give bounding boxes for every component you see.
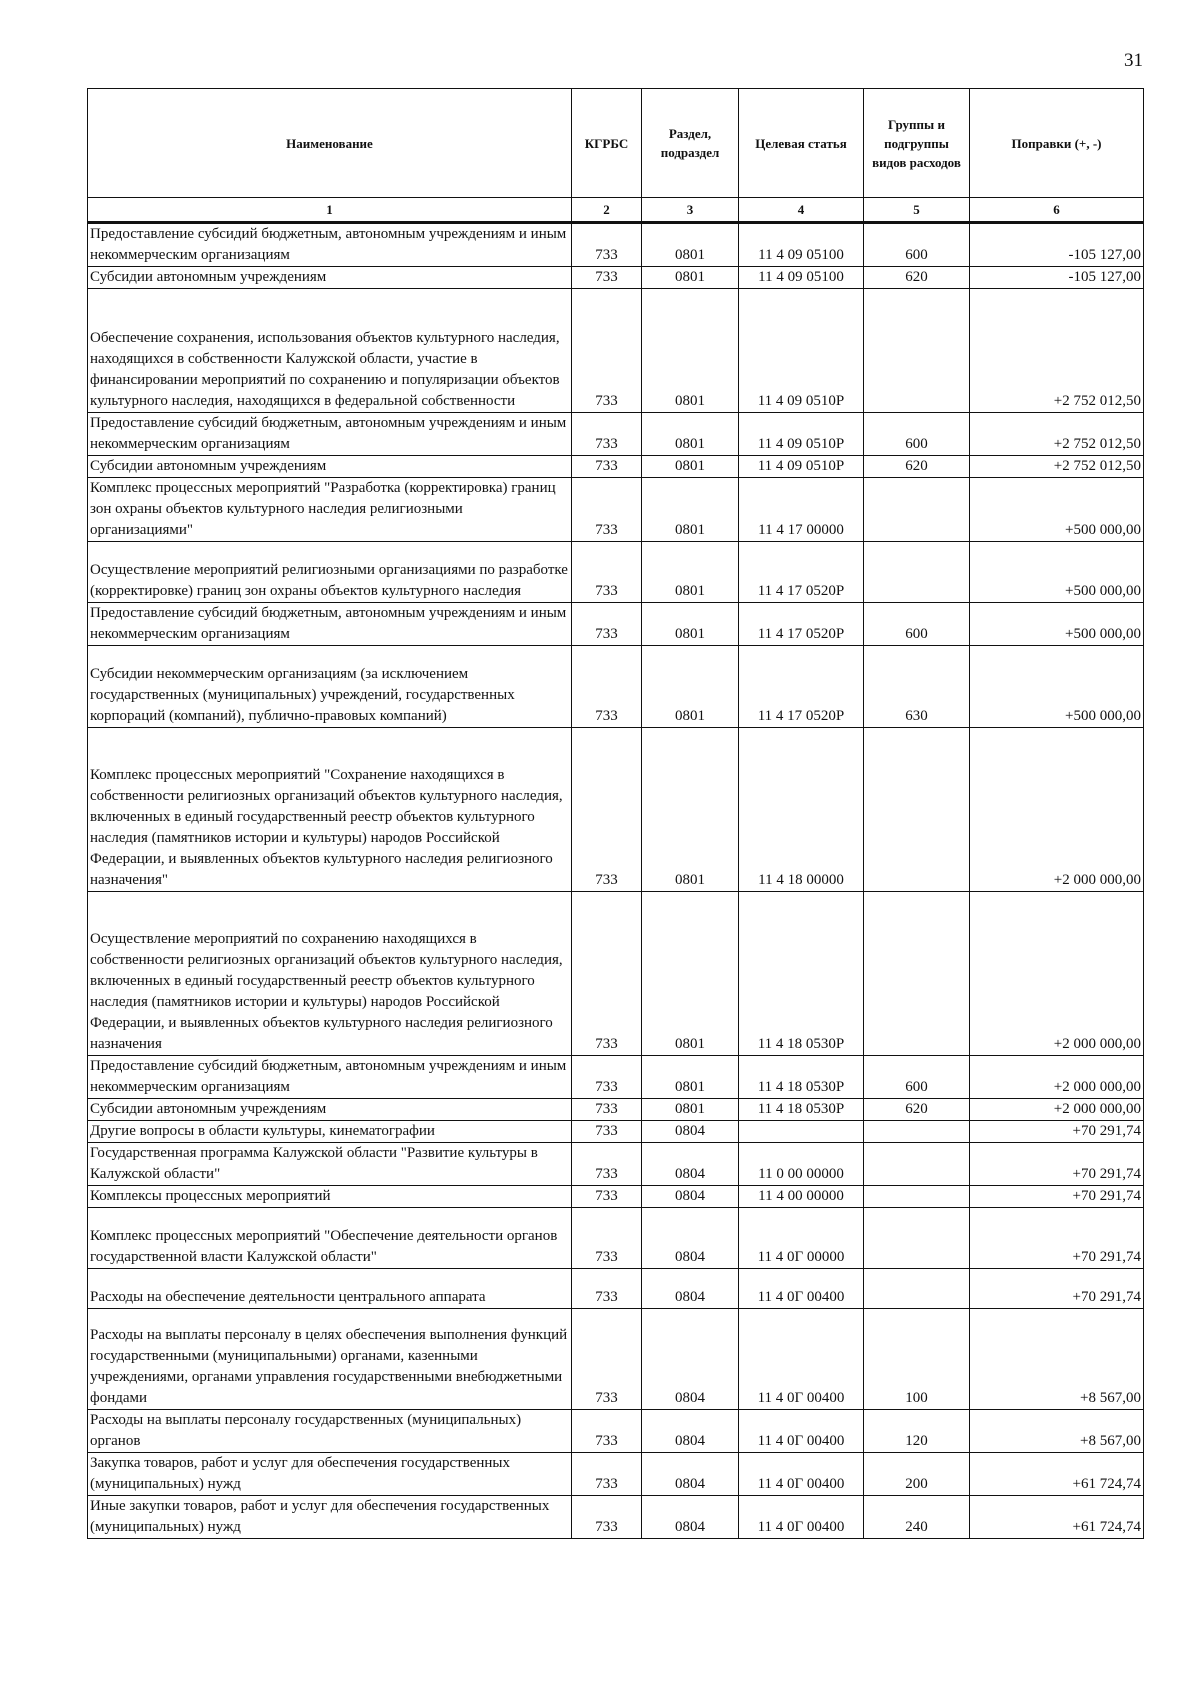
row-name: Субсидии автономным учреждениям	[88, 456, 572, 478]
row-amendment-amount: +500 000,00	[970, 646, 1144, 728]
row-amendment-amount: +70 291,74	[970, 1208, 1144, 1269]
row-target-item: 11 4 09 0510Р	[739, 456, 864, 478]
row-expense-group	[864, 728, 970, 892]
column-number: 6	[970, 198, 1144, 223]
row-target-item: 11 4 0Г 00400	[739, 1309, 864, 1410]
row-section: 0804	[642, 1453, 739, 1496]
row-name: Закупка товаров, работ и услуг для обеспечения государственных (муниципальных) нужд	[88, 1453, 572, 1496]
row-name: Комплекс процессных мероприятий "Сохранение находящихся в собственности религиозных организаций объектов культурного наследия, включенных в единый государственный реестр объектов культурного наследия (памятников истории и культуры) народов Российской Федерации, и выявленных объектов культурного наследия религиозного назначения"	[88, 728, 572, 892]
row-expense-group: 200	[864, 1453, 970, 1496]
row-expense-group	[864, 1208, 970, 1269]
row-kgrbs: 733	[572, 478, 642, 542]
row-target-item: 11 4 18 0530Р	[739, 1056, 864, 1099]
row-expense-group	[864, 289, 970, 413]
row-amendment-amount: -105 127,00	[970, 267, 1144, 289]
row-expense-group: 600	[864, 603, 970, 646]
row-target-item: 11 4 17 0520Р	[739, 603, 864, 646]
row-section: 0801	[642, 542, 739, 603]
row-target-item	[739, 1121, 864, 1143]
row-kgrbs: 733	[572, 1208, 642, 1269]
row-kgrbs: 733	[572, 1496, 642, 1539]
row-target-item: 11 4 18 00000	[739, 728, 864, 892]
row-kgrbs: 733	[572, 413, 642, 456]
table-row	[88, 646, 1144, 728]
row-section: 0801	[642, 289, 739, 413]
table-row	[88, 1208, 1144, 1269]
table-row	[88, 223, 1144, 267]
row-section: 0801	[642, 603, 739, 646]
row-target-item: 11 4 0Г 00400	[739, 1269, 864, 1309]
row-expense-group: 630	[864, 646, 970, 728]
row-amendment-amount: +2 000 000,00	[970, 1099, 1144, 1121]
table-row	[88, 1269, 1144, 1309]
row-target-item: 11 4 09 0510Р	[739, 289, 864, 413]
table-row	[88, 267, 1144, 289]
row-section: 0804	[642, 1143, 739, 1186]
row-name: Расходы на обеспечение деятельности центрального аппарата	[88, 1269, 572, 1309]
row-name: Осуществление мероприятий религиозными организациями по разработке (корректировке) границ зон охраны объектов культурного наследия	[88, 542, 572, 603]
row-kgrbs: 733	[572, 1269, 642, 1309]
row-section: 0804	[642, 1496, 739, 1539]
table-row	[88, 1099, 1144, 1121]
row-section: 0801	[642, 1056, 739, 1099]
row-amendment-amount: +70 291,74	[970, 1143, 1144, 1186]
row-amendment-amount: +500 000,00	[970, 542, 1144, 603]
row-expense-group: 620	[864, 456, 970, 478]
table-row	[88, 1453, 1144, 1496]
row-target-item: 11 4 0Г 00400	[739, 1496, 864, 1539]
row-kgrbs: 733	[572, 1309, 642, 1410]
row-kgrbs: 733	[572, 456, 642, 478]
row-section: 0801	[642, 478, 739, 542]
row-name: Комплексы процессных мероприятий	[88, 1186, 572, 1208]
table-row	[88, 1143, 1144, 1186]
row-section: 0801	[642, 223, 739, 267]
row-amendment-amount: +61 724,74	[970, 1496, 1144, 1539]
row-expense-group: 600	[864, 223, 970, 267]
column-number: 2	[572, 198, 642, 223]
row-kgrbs: 733	[572, 1121, 642, 1143]
row-expense-group: 600	[864, 1056, 970, 1099]
row-amendment-amount: +70 291,74	[970, 1186, 1144, 1208]
row-target-item: 11 4 09 05100	[739, 223, 864, 267]
row-name: Предоставление субсидий бюджетным, автономным учреждениям и иным некоммерческим организациям	[88, 223, 572, 267]
table-row	[88, 542, 1144, 603]
table-body	[88, 223, 1144, 1539]
row-target-item: 11 4 09 0510Р	[739, 413, 864, 456]
row-expense-group	[864, 892, 970, 1056]
row-target-item: 11 4 18 0530Р	[739, 1099, 864, 1121]
table-row	[88, 1121, 1144, 1143]
header-name: Наименование	[88, 89, 572, 198]
header-expense-group: Группы и подгруппы видов расходов	[864, 89, 970, 198]
table-row	[88, 1496, 1144, 1539]
row-expense-group	[864, 1186, 970, 1208]
row-section: 0801	[642, 646, 739, 728]
row-amendment-amount: +2 752 012,50	[970, 289, 1144, 413]
table-row	[88, 413, 1144, 456]
row-amendment-amount: +2 000 000,00	[970, 728, 1144, 892]
row-section: 0801	[642, 413, 739, 456]
row-section: 0801	[642, 267, 739, 289]
row-name: Комплекс процессных мероприятий "Разработка (корректировка) границ зон охраны объектов культурного наследия религиозными организациями"	[88, 478, 572, 542]
row-kgrbs: 733	[572, 223, 642, 267]
row-target-item: 11 4 18 0530Р	[739, 892, 864, 1056]
row-name: Предоставление субсидий бюджетным, автономным учреждениям и иным некоммерческим организациям	[88, 413, 572, 456]
row-expense-group: 240	[864, 1496, 970, 1539]
row-target-item: 11 4 0Г 00400	[739, 1410, 864, 1453]
header-kgrbs: КГРБС	[572, 89, 642, 198]
row-section: 0804	[642, 1121, 739, 1143]
table-row	[88, 1186, 1144, 1208]
row-kgrbs: 733	[572, 542, 642, 603]
row-section: 0801	[642, 892, 739, 1056]
table-header-row	[88, 89, 1144, 198]
row-target-item: 11 4 17 0520Р	[739, 542, 864, 603]
table-row	[88, 1056, 1144, 1099]
column-number: 3	[642, 198, 739, 223]
row-name: Предоставление субсидий бюджетным, автономным учреждениям и иным некоммерческим организациям	[88, 1056, 572, 1099]
table-row	[88, 456, 1144, 478]
column-number: 4	[739, 198, 864, 223]
row-name: Расходы на выплаты персоналу в целях обеспечения выполнения функций государственными (муниципальными) органами, казенными учреждениями, органами управления государственными внебюджетными фондами	[88, 1309, 572, 1410]
row-target-item: 11 4 17 0520Р	[739, 646, 864, 728]
row-kgrbs: 733	[572, 267, 642, 289]
row-name: Другие вопросы в области культуры, кинематографии	[88, 1121, 572, 1143]
row-amendment-amount: +8 567,00	[970, 1410, 1144, 1453]
row-target-item: 11 0 00 00000	[739, 1143, 864, 1186]
row-name: Обеспечение сохранения, использования объектов культурного наследия, находящихся в собственности Калужской области, участие в финансировании мероприятий по сохранению и популяризации объектов культурного наследия, находящихся в федеральной собственности	[88, 289, 572, 413]
row-kgrbs: 733	[572, 728, 642, 892]
row-amendment-amount: +61 724,74	[970, 1453, 1144, 1496]
row-section: 0801	[642, 728, 739, 892]
row-amendment-amount: +2 000 000,00	[970, 892, 1144, 1056]
row-name: Государственная программа Калужской области "Развитие культуры в Калужской области"	[88, 1143, 572, 1186]
row-amendment-amount: +70 291,74	[970, 1121, 1144, 1143]
row-target-item: 11 4 0Г 00400	[739, 1453, 864, 1496]
row-kgrbs: 733	[572, 1186, 642, 1208]
row-section: 0804	[642, 1309, 739, 1410]
row-name: Осуществление мероприятий по сохранению находящихся в собственности религиозных организаций объектов культурного наследия, включенных в единый государственный реестр объектов культурного наследия (памятников истории и культуры) народов Российской Федерации, и выявленных объектов культурного наследия религиозного назначения	[88, 892, 572, 1056]
row-name: Расходы на выплаты персоналу государственных (муниципальных) органов	[88, 1410, 572, 1453]
row-expense-group	[864, 1269, 970, 1309]
table-row	[88, 728, 1144, 892]
row-kgrbs: 733	[572, 1056, 642, 1099]
page-number: 31	[1124, 50, 1143, 71]
table-row	[88, 289, 1144, 413]
row-expense-group: 620	[864, 267, 970, 289]
row-kgrbs: 733	[572, 892, 642, 1056]
row-section: 0804	[642, 1186, 739, 1208]
row-section: 0804	[642, 1269, 739, 1309]
row-name: Комплекс процессных мероприятий "Обеспечение деятельности органов государственной власти Калужской области"	[88, 1208, 572, 1269]
column-number: 5	[864, 198, 970, 223]
row-name: Субсидии некоммерческим организациям (за исключением государственных (муниципальных) учреждений, государственных корпораций (компаний), публично-правовых компаний)	[88, 646, 572, 728]
row-kgrbs: 733	[572, 289, 642, 413]
row-expense-group	[864, 1121, 970, 1143]
table-row	[88, 1410, 1144, 1453]
row-section: 0801	[642, 456, 739, 478]
budget-amendments-table	[87, 88, 1144, 1539]
row-name: Субсидии автономным учреждениям	[88, 267, 572, 289]
row-amendment-amount: -105 127,00	[970, 223, 1144, 267]
row-name: Предоставление субсидий бюджетным, автономным учреждениям и иным некоммерческим организациям	[88, 603, 572, 646]
row-target-item: 11 4 00 00000	[739, 1186, 864, 1208]
header-amendments: Поправки (+, -)	[970, 89, 1144, 198]
row-amendment-amount: +2 752 012,50	[970, 413, 1144, 456]
row-amendment-amount: +2 752 012,50	[970, 456, 1144, 478]
table-row	[88, 892, 1144, 1056]
header-target-item: Целевая статья	[739, 89, 864, 198]
column-number: 1	[88, 198, 572, 223]
row-amendment-amount: +2 000 000,00	[970, 1056, 1144, 1099]
row-expense-group	[864, 542, 970, 603]
row-target-item: 11 4 09 05100	[739, 267, 864, 289]
row-expense-group: 120	[864, 1410, 970, 1453]
row-kgrbs: 733	[572, 1410, 642, 1453]
row-expense-group	[864, 1143, 970, 1186]
row-target-item: 11 4 0Г 00000	[739, 1208, 864, 1269]
row-target-item: 11 4 17 00000	[739, 478, 864, 542]
row-kgrbs: 733	[572, 646, 642, 728]
row-amendment-amount: +70 291,74	[970, 1269, 1144, 1309]
row-kgrbs: 733	[572, 1099, 642, 1121]
row-kgrbs: 733	[572, 1143, 642, 1186]
row-section: 0801	[642, 1099, 739, 1121]
column-number-row	[88, 198, 1144, 223]
row-name: Субсидии автономным учреждениям	[88, 1099, 572, 1121]
row-expense-group: 620	[864, 1099, 970, 1121]
row-expense-group: 600	[864, 413, 970, 456]
row-kgrbs: 733	[572, 603, 642, 646]
table-row	[88, 1309, 1144, 1410]
row-expense-group	[864, 478, 970, 542]
row-amendment-amount: +500 000,00	[970, 478, 1144, 542]
row-kgrbs: 733	[572, 1453, 642, 1496]
table-row	[88, 478, 1144, 542]
row-amendment-amount: +500 000,00	[970, 603, 1144, 646]
row-expense-group: 100	[864, 1309, 970, 1410]
table-row	[88, 603, 1144, 646]
row-section: 0804	[642, 1410, 739, 1453]
header-section: Раздел, подраздел	[642, 89, 739, 198]
row-section: 0804	[642, 1208, 739, 1269]
row-amendment-amount: +8 567,00	[970, 1309, 1144, 1410]
row-name: Иные закупки товаров, работ и услуг для обеспечения государственных (муниципальных) нужд	[88, 1496, 572, 1539]
